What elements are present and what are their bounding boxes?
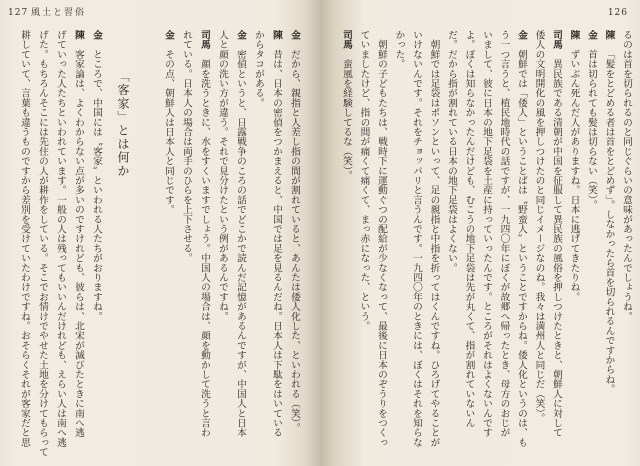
- speaker-name: 陳: [271, 30, 282, 40]
- line-text: 耕していて、言葉も違うものですから差別を受けていたわけですね。おそらくそれが客家だと思: [19, 30, 30, 448]
- dialogue-line: [443, 30, 461, 460]
- dialogue-line: [600, 30, 618, 460]
- speaker-name: 金: [91, 30, 102, 40]
- page-number: 126: [607, 8, 628, 18]
- body-text: [15, 30, 303, 460]
- running-head: 風土と習俗: [31, 8, 87, 18]
- dialogue-line: [338, 30, 356, 460]
- page-right: [320, 0, 640, 466]
- line-text: げた。もちろんそこには先住の人が耕作をしている。そこでお情けでやせた土地を分けてもらって: [37, 30, 48, 457]
- line-text: 人と顔の洗い方が違う。それで見分けたという例があるんですね。: [217, 30, 228, 321]
- line-text: 朝鮮の子どもたちは、戦時下に運動ぐつの配給が少なくなって、最後に日本のぞうりをつくっ: [376, 30, 387, 448]
- body-text: [338, 30, 636, 460]
- speaker-name: 司馬: [551, 30, 562, 50]
- dialogue-line: [285, 30, 303, 460]
- line-text: いまして、彼に日本の地下足袋を土産に持っていったんです。ところがそれはよくないんです: [481, 30, 492, 438]
- line-text: 「髪をとどめる者は首をとどめず」。しなかったら首を切られるんですからね。: [603, 49, 615, 394]
- dialogue-line: [267, 30, 285, 460]
- dialogue-line: [33, 30, 51, 460]
- line-text: 倭人の文明開化の風を押しつけたのと同じイメージなのね。我々は満州人と同じだ（笑）。: [533, 30, 545, 423]
- line-text: 首は切られても髪は切らない（笑）。: [586, 49, 597, 210]
- dialogue-line: [177, 30, 195, 460]
- line-text: いけないんです。それをチョッパリと言うんです。一九四〇年のときには、ぼくはそれを知らな: [411, 30, 422, 448]
- dialogue-line: [195, 30, 213, 460]
- line-text: ところで、中国には〝客家〟といわれる人たちがおりますね。: [91, 49, 102, 321]
- dialogue-line: [249, 30, 267, 460]
- line-text: 昔は、日本の密偵をつかまえると、中国では足を見るんだね。日本人は下駄をはいている: [271, 49, 282, 438]
- dialogue-line: [69, 30, 87, 460]
- dialogue-line: [478, 30, 496, 460]
- speaker-name: 陳: [603, 30, 615, 40]
- speaker-name: 金: [235, 30, 246, 40]
- dialogue-line: [530, 30, 548, 460]
- speaker-name: 司馬: [199, 30, 210, 50]
- speaker-name: 司馬: [341, 30, 352, 50]
- dialogue-line: [583, 30, 601, 460]
- speaker-name: 金: [289, 30, 300, 40]
- dialogue-line: [213, 30, 231, 460]
- line-text: 蛮風を経験してるな（笑）。: [341, 59, 352, 181]
- line-text: かった。: [393, 30, 405, 69]
- line-text: その点、朝鮮人は日本人と同じです。: [163, 49, 174, 215]
- line-text: だ。だから指が割れている日本の地下足袋はよくない。: [446, 30, 457, 273]
- line-text: るのは首を切られるのと同じぐらいの意味があったんでしょうね。: [621, 30, 632, 321]
- section-heading: 「客家」とは何か: [116, 70, 130, 178]
- dialogue-line: [618, 30, 636, 460]
- dialogue-line: [495, 30, 513, 460]
- line-text: げていった人たちといわれています。一般の人は残ってもいいんだけれども、えらい人は南へ逃: [55, 30, 66, 448]
- speaker-name: 金: [586, 30, 597, 40]
- dialogue-line: [408, 30, 426, 460]
- line-text: 朝鮮では足袋はポソンといって、足の親指と中指を折ってはくんですね。ひろげてやることが: [428, 30, 440, 448]
- dialogue-line: [51, 30, 69, 460]
- speaker-name: 金: [163, 30, 174, 40]
- line-text: 顔を洗うときに、水をすくいますでしょう。中国人の場合は、顔を動かして洗うと言わ: [199, 59, 210, 438]
- line-text: ずいぶん死んだ人がありますね。日本に逃げてきたりね。: [568, 49, 580, 302]
- dialogue-line: [231, 30, 249, 460]
- dialogue-line: [390, 30, 408, 460]
- dialogue-line: [87, 30, 105, 460]
- dialogue-line: [159, 30, 177, 460]
- speaker-name: 陳: [568, 30, 580, 40]
- line-text: ていましたけど、指の間が痛くて痛くて、まっ赤になった、という。: [358, 30, 370, 331]
- line-text: 異民族である清朝が中国を征服して異民族の風俗を押しつけたときと、朝鮮人に対して: [551, 59, 562, 438]
- dialogue-line: [425, 30, 443, 460]
- dialogue-line: [513, 30, 531, 460]
- speaker-name: 陳: [73, 30, 84, 40]
- line-text: よ。ぼくは知らなかったんだけども、むこうの地下足袋は先が丸くて、指が割れていないん: [463, 30, 475, 428]
- dialogue-line: [15, 30, 33, 460]
- line-text: からタコがある。: [253, 30, 264, 108]
- line-text: う一つ言うと、植民地時代の話ですが、一九四〇年にぼくが故郷へ帰ったとき、母方のおじが: [498, 30, 510, 438]
- line-text: 密偵というと、日露戦争のころの話でどこかで読んだ記憶があるんですが、中国人と日本: [235, 49, 246, 438]
- dialogue-line: [355, 30, 373, 460]
- line-text: 朝鮮では「倭人」ということばは〝野蛮人〟ということですからね。倭人化というのは、も: [516, 49, 527, 448]
- speaker-name: 金: [516, 30, 527, 40]
- line-text: だから、親指と人差し指の間が割れていると、あんたは倭人化した、といわれる（笑）。: [289, 49, 300, 433]
- dialogue-line: [373, 30, 391, 460]
- dialogue-line: [565, 30, 583, 460]
- dialogue-line: [548, 30, 566, 460]
- page-number: 127: [8, 8, 29, 18]
- line-text: れている。日本人の場合は両手のひらを上下させる。: [181, 30, 192, 263]
- dialogue-line: [460, 30, 478, 460]
- line-text: 客家論は、よくわからない点が多いのですけれども、彼らは、北宋が滅びたときに南へ逃: [73, 49, 84, 438]
